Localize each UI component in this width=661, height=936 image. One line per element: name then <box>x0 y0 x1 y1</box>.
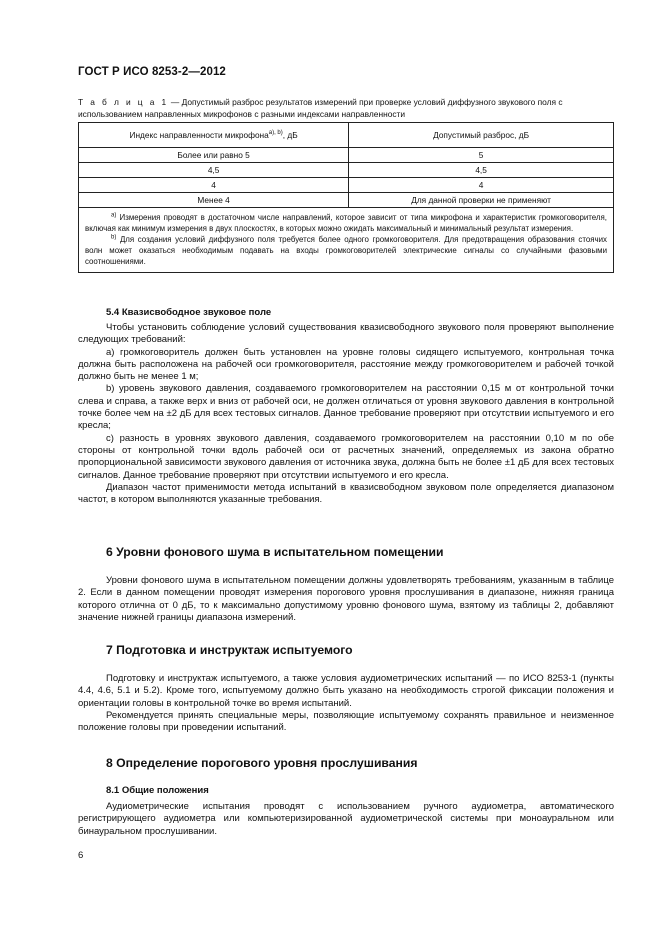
note-a-text: Измерения проводят в достаточном числе направлений, которое зависит от типа микрофона и характеристик громкоговорителя, включая как минимум измерения в двух плоскостях, в которых можно ожидать максимальный и минимальный результат измерения. <box>85 213 607 233</box>
paragraph: Чтобы установить соблюдение условий существования квазисвободного звукового поля проверяют выполнение следующих требований: <box>78 322 614 346</box>
note-b-text: Для создания условий диффузного поля требуется более одного громкоговорителя. Для предотвращения образования стоячих волн может оказаться необходимым подавать на входы громкоговорителей электрические сигналы со случайными фазовыми соотношениями. <box>85 235 607 266</box>
col-header-permissible-spread: Допустимый разброс, дБ <box>349 123 614 148</box>
table-notes-row <box>79 208 614 273</box>
table-note-b <box>85 234 607 267</box>
list-item-c: c) разность в уровнях звукового давления, создаваемого громкоговорителем на расстоянии 0,10 м по обе стороны от контрольной точки вдоль рабочей оси от расчетных значений, определяемых из закона обратно пропорциональной зависимости звукового давления от источника звука, должна быть не более ±1 дБ для всех тестовых сигналов. Данное требование проверяют при отсутствии испытуемого и его кресла. <box>78 432 614 481</box>
cell-spread: Для данной проверки не применяют <box>349 193 614 208</box>
paragraph: Уровни фонового шума в испытательном помещении должны удовлетворять требованиям, указанным в таблице 2. Если в данном помещении проводят измерения порогового уровня прослушивания в диапазоне, нижняя граница которого отлична от 0 дБ, то к максимально допустимому уровню фонового шума, взятому из таблицы 2, добавляют значение нижней границы диапазона измерений. <box>78 575 614 623</box>
cell-spread: 4 <box>349 178 614 193</box>
section-7-title: 7 Подготовка и инструктаж испытуемого <box>106 643 353 657</box>
cell-index: Более или равно 5 <box>79 148 349 163</box>
cell-index: 4 <box>79 178 349 193</box>
page-number: 6 <box>78 850 84 861</box>
paragraph: Рекомендуется принять специальные меры, позволяющие испытуемому сохранять правильное и неизменное положение головы при проведении испытаний. <box>78 709 614 734</box>
table-note-a <box>85 212 607 234</box>
cell-index: Менее 4 <box>79 193 349 208</box>
col1-header-unit: , дБ <box>282 130 298 140</box>
col1-header-sup: a), b) <box>268 130 283 137</box>
section-8-1-body <box>78 801 614 838</box>
note-b-mark: b) <box>111 234 117 241</box>
col-header-directivity-index <box>79 123 349 148</box>
table-caption-text: — Допустимый разброс результатов измерений при проверке условий диффузного звукового поля с использованием направленных микрофонов с разными индексами направленности <box>78 97 563 119</box>
note-a-mark: a) <box>111 212 117 219</box>
table-row <box>79 178 614 193</box>
section-6-body <box>78 575 614 624</box>
paragraph: Подготовку и инструктаж испытуемого, а также условия аудиометрических испытаний — по ИСО 8253-1 (пункты 4.4, 4.6, 5.1 и 5.2). Кроме того, испытуемому должно быть указано на необходимость строгой фиксации положения и ориентации головы в контрольной точке во время испытаний. <box>78 673 614 709</box>
table-row <box>79 148 614 163</box>
table-1 <box>78 122 614 273</box>
section-8-1-title: 8.1 Общие положения <box>106 785 209 796</box>
table-row <box>79 193 614 208</box>
table-row <box>79 163 614 178</box>
section-5-4-title: 5.4 Квазисвободное звуковое поле <box>106 307 272 318</box>
list-item-a: a) громкоговоритель должен быть установлен на уровне головы сидящего испытуемого, контрольная точка должна быть расположена на рабочей оси громкоговорителя, расстояние между громкоговорителем и рабочей точкой должно быть не менее 1 м; <box>78 346 614 383</box>
table-caption <box>78 96 614 120</box>
table-caption-label: Т а б л и ц а 1 <box>78 97 169 107</box>
cell-spread: 4,5 <box>349 163 614 178</box>
document-header: ГОСТ Р ИСО 8253-2—2012 <box>78 66 226 78</box>
col1-header-text: Индекс направленности микрофона <box>129 130 269 140</box>
section-5-4-body <box>78 322 614 506</box>
cell-index: 4,5 <box>79 163 349 178</box>
cell-spread: 5 <box>349 148 614 163</box>
table-header-row <box>79 123 614 148</box>
paragraph: Диапазон частот применимости метода испытаний в квазисвободном звуковом поле определяется диапазоном частот, в котором выполняются указанные требования. <box>78 481 614 506</box>
section-8-title: 8 Определение порогового уровня прослушивания <box>106 756 418 770</box>
section-7-body <box>78 673 614 734</box>
table-notes <box>79 208 614 273</box>
paragraph: Аудиометрические испытания проводят с использованием ручного аудиометра, автоматического регистрирующего аудиометра или компьютеризированной аудиометрической системы при моноауральном или бинауральном прослушивании. <box>78 801 614 837</box>
section-6-title: 6 Уровни фонового шума в испытательном помещении <box>106 545 444 559</box>
list-item-b: b) уровень звукового давления, создаваемого громкоговорителем на расстоянии 0,15 м от контрольной точки слева и справа, а также верх и вниз от рабочей оси, не должен отличаться от уровня звукового давления в контрольной точке более чем на ±2 дБ для всех тестовых сигналов. Данное требование проверяют при отсутствии испытуемого и его кресла; <box>78 383 614 432</box>
